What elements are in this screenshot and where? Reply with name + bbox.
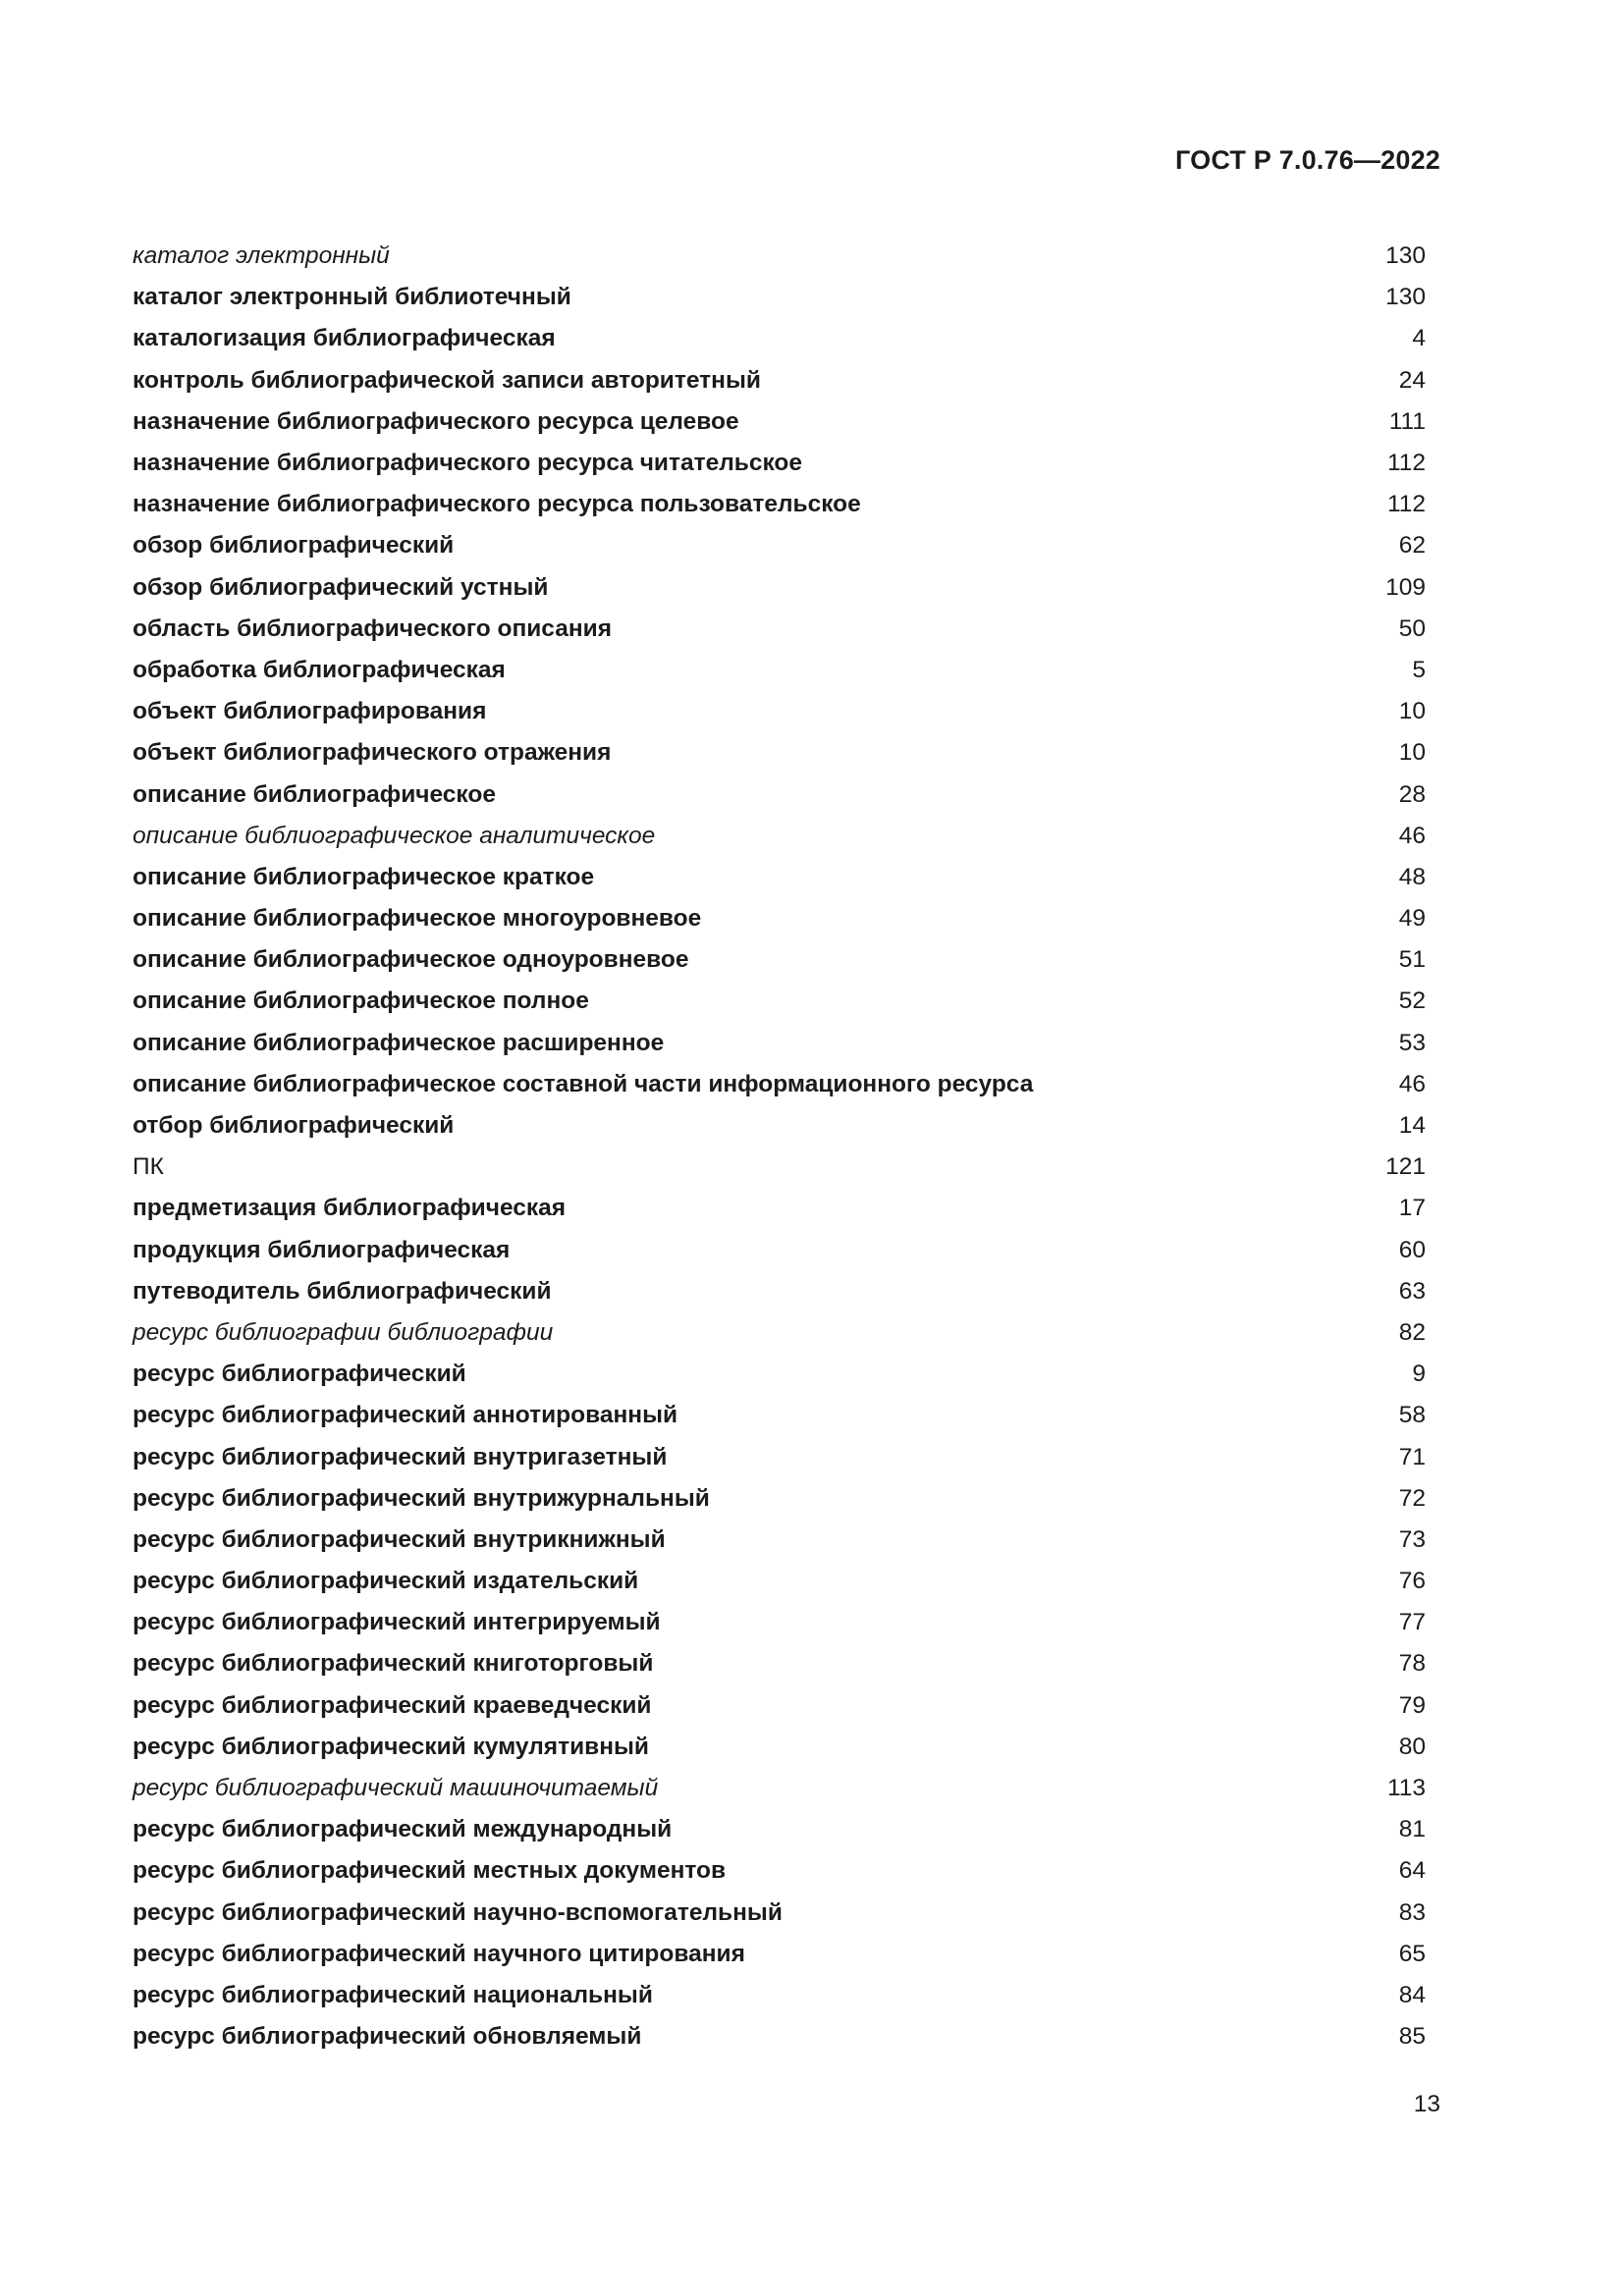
index-term: ресурс библиографический интегрируемый (133, 1609, 661, 1636)
index-term: ресурс библиографический внутригазетный (133, 1443, 668, 1470)
index-entry (133, 898, 1426, 939)
index-page-ref: 112 (1386, 450, 1426, 477)
index-entry (133, 277, 1426, 318)
page-number: 13 (1413, 2091, 1440, 2117)
index-page-ref: 51 (1398, 946, 1426, 974)
index-entry (133, 1105, 1426, 1147)
index-term: каталог электронный (133, 242, 390, 270)
index-entry (133, 1520, 1426, 1561)
index-entry (133, 939, 1426, 981)
index-term: описание библиографическое полное (133, 988, 589, 1015)
index-entry (133, 401, 1426, 443)
index-term: описание библиографическое аналитическое (133, 822, 656, 849)
index-page-ref: 10 (1398, 698, 1426, 725)
index-entry (133, 1893, 1426, 1934)
index-entry (133, 1064, 1426, 1105)
index-term: ресурс библиографический научного цитирования (133, 1940, 745, 1967)
index-term: отбор библиографический (133, 1112, 455, 1140)
index-term: ресурс библиографии библиографии (133, 1318, 554, 1346)
index-term: путеводитель библиографический (133, 1277, 552, 1305)
index-page-ref: 17 (1398, 1195, 1426, 1222)
index-entry (133, 857, 1426, 898)
index-entry (133, 1395, 1426, 1436)
index-term: ресурс библиографический местных документов (133, 1857, 727, 1885)
index-term: ресурс библиографический внутрикнижный (133, 1525, 666, 1553)
index-entry (133, 1478, 1426, 1520)
index-entry (133, 1809, 1426, 1850)
index-entry (133, 981, 1426, 1022)
index-term: описание библиографическое многоуровневое (133, 905, 702, 933)
index-entry (133, 567, 1426, 609)
index-entry (133, 691, 1426, 732)
index-page-ref: 113 (1386, 1775, 1426, 1802)
index-term: ресурс библиографический книготорговый (133, 1650, 654, 1678)
index-term: описание библиографическое краткое (133, 863, 595, 890)
index-term: ресурс библиографический издательский (133, 1568, 639, 1595)
index-entry (133, 443, 1426, 484)
index-page-ref: 49 (1398, 905, 1426, 933)
index-page-ref: 72 (1398, 1484, 1426, 1512)
index-term: объект библиографического отражения (133, 739, 612, 767)
index-entry (133, 360, 1426, 401)
index-entry (133, 1271, 1426, 1312)
index-entry (133, 2016, 1426, 2057)
index-page-ref: 81 (1398, 1816, 1426, 1843)
index-page-ref: 53 (1398, 1029, 1426, 1056)
index-page-ref: 10 (1398, 739, 1426, 767)
index-entry (133, 1023, 1426, 1064)
index-page-ref: 84 (1398, 1981, 1426, 2008)
index-term: ресурс библиографический обновляемый (133, 2023, 642, 2051)
index-entry (133, 1850, 1426, 1892)
index-entry (133, 774, 1426, 815)
index-page-ref: 62 (1398, 532, 1426, 560)
index-page-ref: 112 (1386, 491, 1426, 518)
index-term: ресурс библиографический внутрижурнальный (133, 1484, 710, 1512)
index-page-ref: 58 (1398, 1402, 1426, 1429)
index-entry (133, 1230, 1426, 1271)
index-page-ref: 14 (1398, 1112, 1426, 1140)
index-term: ресурс библиографический кумулятивный (133, 1733, 649, 1760)
index-term: ресурс библиографический национальный (133, 1981, 653, 2008)
index-entry (133, 1602, 1426, 1643)
index-term: каталог электронный библиотечный (133, 284, 571, 311)
index-term: область библиографического описания (133, 614, 613, 642)
index-entry (133, 1188, 1426, 1229)
index-term: ресурс библиографический научно-вспомогательный (133, 1898, 783, 1926)
index-term: контроль библиографической записи авторитетный (133, 366, 761, 394)
index-page-ref: 65 (1398, 1940, 1426, 1967)
index-page-ref: 5 (1412, 656, 1426, 683)
index-page-ref: 46 (1398, 822, 1426, 849)
index-entry (133, 484, 1426, 525)
index-page-ref: 63 (1398, 1277, 1426, 1305)
index-entry (133, 650, 1426, 691)
index-entry (133, 1643, 1426, 1684)
index-entry (133, 318, 1426, 359)
index-page-ref: 4 (1412, 325, 1426, 352)
index-term: описание библиографическое расширенное (133, 1029, 665, 1056)
index-page-ref: 52 (1398, 988, 1426, 1015)
index-page-ref: 76 (1398, 1568, 1426, 1595)
index-term: ресурс библиографический (133, 1361, 466, 1388)
index-page-ref: 46 (1398, 1070, 1426, 1097)
index-page-ref: 24 (1398, 366, 1426, 394)
index-term: обзор библиографический устный (133, 573, 549, 601)
index-page-ref: 78 (1398, 1650, 1426, 1678)
index-page-ref: 109 (1385, 573, 1426, 601)
index-page-ref: 71 (1398, 1443, 1426, 1470)
index-term: продукция библиографическая (133, 1236, 511, 1263)
index-entry (133, 1727, 1426, 1768)
index-term: назначение библиографического ресурса читательское (133, 450, 803, 477)
index-entry (133, 816, 1426, 857)
index-page-ref: 9 (1412, 1361, 1426, 1388)
index-page-ref: 48 (1398, 863, 1426, 890)
index-term: назначение библиографического ресурса пользовательское (133, 491, 861, 518)
index-term: описание библиографическое одноуровневое (133, 946, 689, 974)
index-page-ref: 64 (1398, 1857, 1426, 1885)
document-code: ГОСТ Р 7.0.76—2022 (1174, 145, 1440, 175)
index-page-ref: 85 (1398, 2023, 1426, 2051)
index-entry (133, 609, 1426, 650)
index-page-ref: 130 (1385, 242, 1426, 270)
index-page-ref: 79 (1398, 1691, 1426, 1719)
index-entry (133, 1768, 1426, 1809)
index-term: ресурс библиографический краеведческий (133, 1691, 652, 1719)
index-term: назначение библиографического ресурса целевое (133, 407, 739, 435)
index-entry (133, 1436, 1426, 1477)
index-page-ref: 82 (1398, 1318, 1426, 1346)
index-term: каталогизация библиографическая (133, 325, 556, 352)
index-entry (133, 1312, 1426, 1354)
index-term: ПК (133, 1153, 164, 1181)
index-term: обработка библиографическая (133, 656, 506, 683)
index-page-ref: 28 (1398, 780, 1426, 808)
index-term: обзор библиографический (133, 532, 455, 560)
index-term: ресурс библиографический машиночитаемый (133, 1775, 659, 1802)
index-page-ref: 121 (1385, 1153, 1426, 1181)
index-page-ref: 50 (1398, 614, 1426, 642)
index-entry (133, 236, 1426, 277)
index-entry (133, 1685, 1426, 1727)
term-index-list (133, 236, 1426, 2057)
index-entry (133, 1934, 1426, 1975)
index-page-ref: 130 (1385, 284, 1426, 311)
index-page-ref: 80 (1398, 1733, 1426, 1760)
index-term: описание библиографическое (133, 780, 496, 808)
index-term: ресурс библиографический аннотированный (133, 1402, 678, 1429)
index-term: предметизация библиографическая (133, 1195, 567, 1222)
index-entry (133, 1354, 1426, 1395)
index-page-ref: 77 (1398, 1609, 1426, 1636)
index-entry (133, 1147, 1426, 1188)
index-page-ref: 73 (1398, 1525, 1426, 1553)
index-entry (133, 1975, 1426, 2016)
index-term: ресурс библиографический международный (133, 1816, 673, 1843)
index-term: описание библиографическое составной части информационного ресурса (133, 1070, 1034, 1097)
index-entry (133, 525, 1426, 566)
index-page-ref: 83 (1398, 1898, 1426, 1926)
index-entry (133, 732, 1426, 774)
index-term: объект библиографирования (133, 698, 487, 725)
index-page-ref: 111 (1388, 407, 1426, 435)
index-entry (133, 1561, 1426, 1602)
index-page-ref: 60 (1398, 1236, 1426, 1263)
